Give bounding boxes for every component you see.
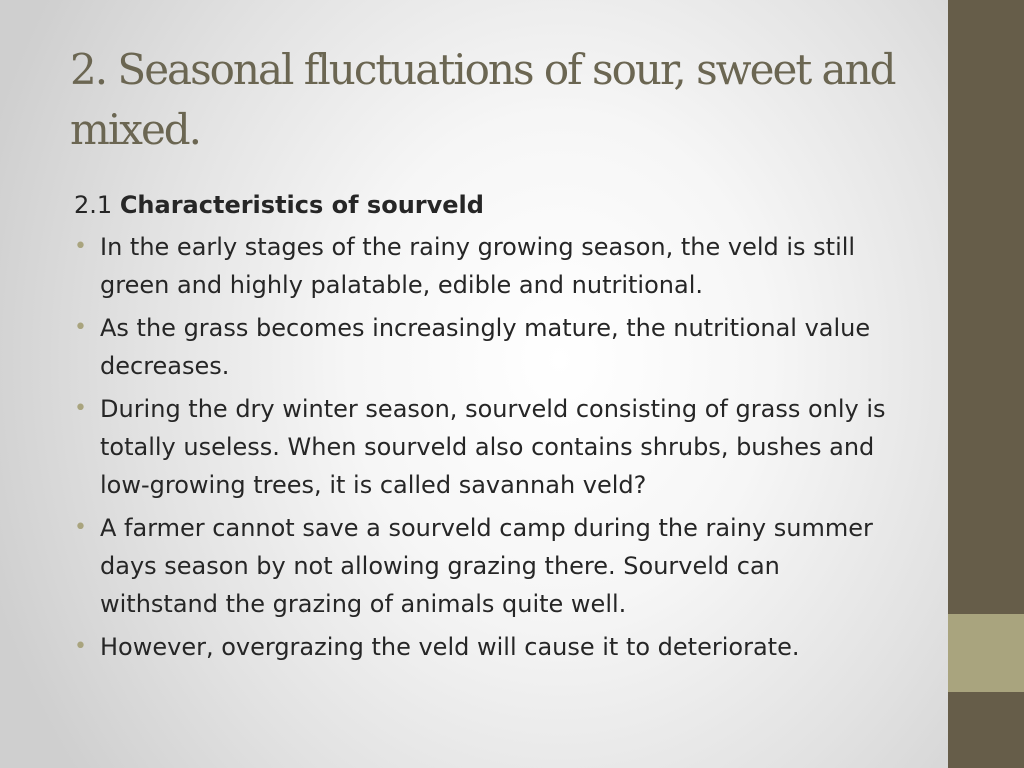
bullet-text: However, overgrazing the veld will cause it to deteriorate. — [100, 633, 800, 661]
subheading-text: Characteristics of sourveld — [119, 191, 484, 219]
bullet-list — [74, 228, 904, 666]
bullet-dot-icon: • — [74, 634, 87, 659]
subheading-number: 2.1 — [74, 191, 113, 219]
slide-content — [74, 186, 904, 671]
bullet-text: In the early stages of the rainy growing season, the veld is still green and highly palatable, edible and nutritional. — [100, 233, 856, 299]
bullet-dot-icon: • — [74, 315, 87, 340]
bullet-item — [74, 390, 904, 504]
bullet-dot-icon: • — [74, 234, 87, 259]
bullet-item — [74, 309, 904, 385]
subheading — [74, 186, 904, 224]
bullet-text: A farmer cannot save a sourveld camp during the rainy summer days season by not allowing grazing there. Sourveld can withstand the grazing of animals quite well. — [100, 514, 873, 618]
side-accent-block — [948, 614, 1024, 692]
bullet-dot-icon: • — [74, 396, 87, 421]
bullet-text: During the dry winter season, sourveld consisting of grass only is totally useless. When sourveld also contains shrubs, bushes and low-growing trees, it is called savannah veld? — [100, 395, 886, 499]
bullet-text: As the grass becomes increasingly mature, the nutritional value decreases. — [100, 314, 871, 380]
bullet-dot-icon: • — [74, 515, 87, 540]
bullet-item — [74, 628, 904, 666]
slide-title: 2. Seasonal fluctuations of sour, sweet and mixed. — [70, 45, 895, 154]
bullet-item — [74, 228, 904, 304]
bullet-item — [74, 509, 904, 623]
